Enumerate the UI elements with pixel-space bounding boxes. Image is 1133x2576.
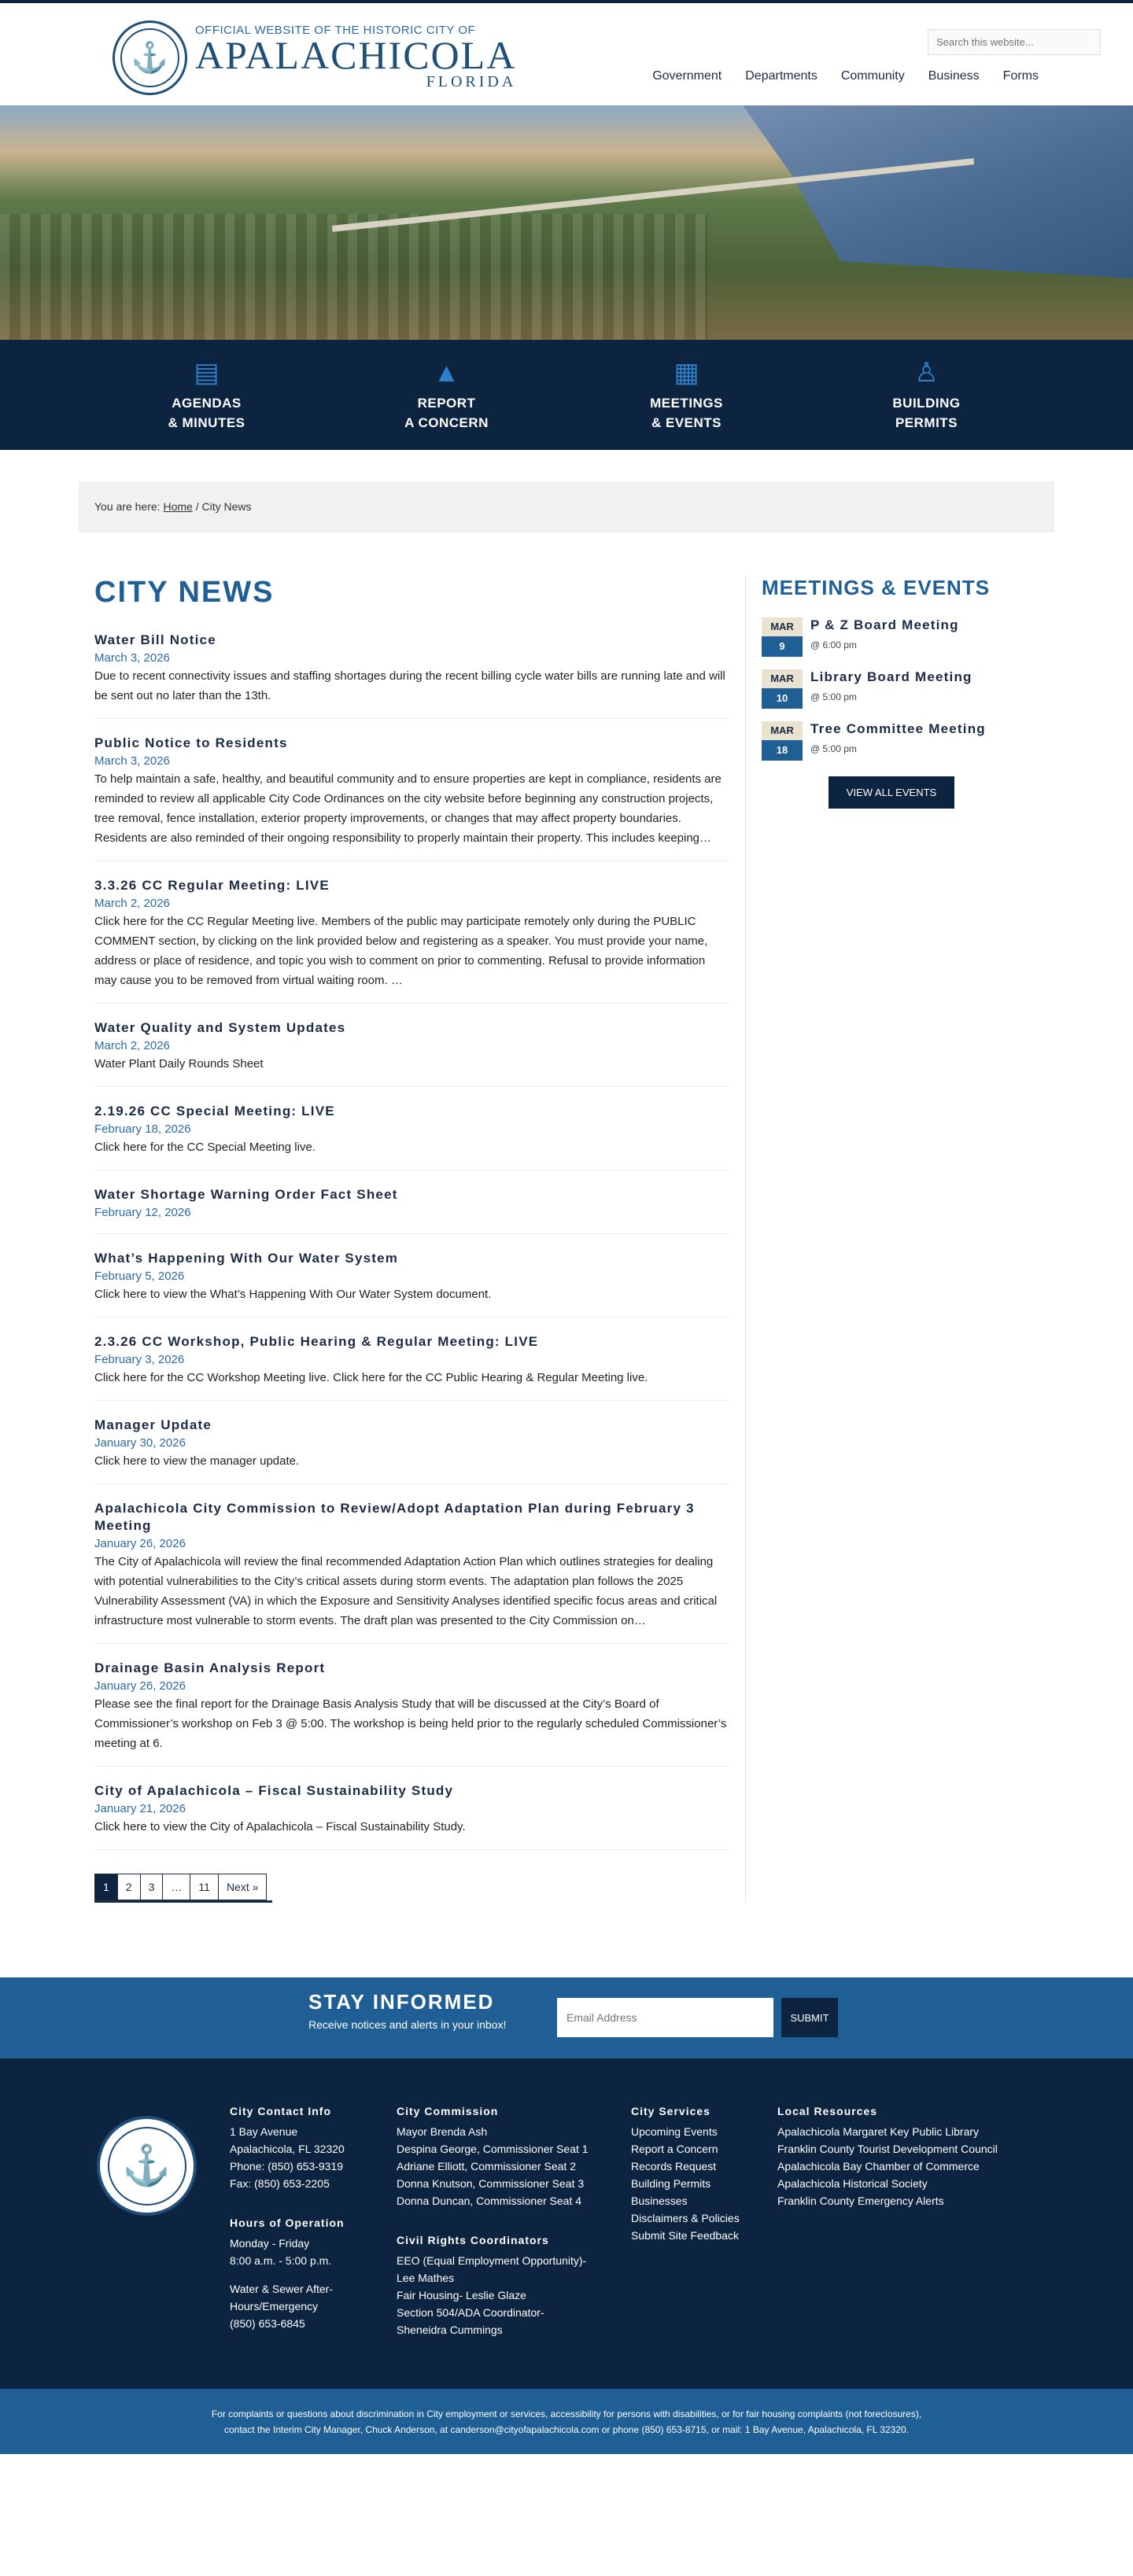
event-date-badge bbox=[762, 721, 803, 761]
breadcrumb-home[interactable]: Home bbox=[163, 500, 193, 513]
events-title-b: & EVENTS bbox=[881, 576, 991, 599]
event-time: @ 5:00 pm bbox=[810, 691, 857, 702]
news-post-date: January 26, 2026 bbox=[94, 1679, 186, 1693]
footer-line: Phone: (850) 653-9319 bbox=[230, 2160, 343, 2172]
footer-line: 1 Bay Avenue bbox=[230, 2125, 298, 2138]
anchor-icon: ⚓ bbox=[108, 2127, 186, 2206]
footer-line: Mayor Brenda Ash bbox=[397, 2125, 488, 2138]
news-post-title[interactable]: 2.19.26 CC Special Meeting: LIVE bbox=[94, 1104, 335, 1118]
event-date-badge bbox=[762, 617, 803, 657]
footer-services bbox=[631, 2102, 740, 2244]
event-month: MAR bbox=[762, 669, 803, 688]
quicklink-line1: MEETINGS bbox=[650, 396, 723, 411]
footer-line: Despina George, Commissioner Seat 1 bbox=[397, 2143, 589, 2155]
quick-links bbox=[0, 340, 1133, 450]
footer-link[interactable]: Apalachicola Margaret Key Public Library bbox=[777, 2125, 980, 2138]
footer-link[interactable]: Franklin County Emergency Alerts bbox=[777, 2195, 944, 2207]
footer-link[interactable]: Report a Concern bbox=[631, 2143, 718, 2155]
event-day: 18 bbox=[762, 740, 803, 761]
news-post bbox=[94, 1782, 729, 1850]
footer-contact bbox=[230, 2102, 345, 2332]
breadcrumb-sep: / bbox=[192, 500, 202, 513]
footer-line: Hours/Emergency bbox=[230, 2300, 319, 2313]
news-post-date: February 5, 2026 bbox=[94, 1270, 185, 1283]
anchor-icon: ⚓ bbox=[120, 28, 179, 87]
page-title-b: NEWS bbox=[178, 576, 275, 609]
quicklink-meetings[interactable] bbox=[566, 340, 806, 450]
nav-departments[interactable]: Departments bbox=[745, 69, 817, 83]
news-post-title[interactable]: Water Quality and System Updates bbox=[94, 1020, 346, 1035]
news-post-excerpt: Due to recent connectivity issues and staffing shortages during the recent billing cycle water bills are running late and will be sent out no later than the 13th. bbox=[94, 669, 725, 702]
event-time: @ 6:00 pm bbox=[810, 639, 857, 650]
quicklink-line2: A CONCERN bbox=[404, 415, 489, 430]
news-post-date: February 3, 2026 bbox=[94, 1353, 185, 1366]
warning-icon: ▲ bbox=[433, 358, 460, 388]
nav-community[interactable]: Community bbox=[840, 69, 905, 83]
quicklink-line2: & EVENTS bbox=[651, 415, 722, 430]
footer-line: Sheneidra Cummings bbox=[397, 2324, 503, 2336]
news-post-date: February 12, 2026 bbox=[94, 1206, 191, 1219]
event-item bbox=[762, 669, 1039, 709]
logo-line3: FLORIDA bbox=[426, 73, 517, 90]
notice-line1: For complaints or questions about discrimination in City employment or services, accessibility for persons with disabilities, or for fair housing complaints (not foreclosures), bbox=[211, 2408, 922, 2419]
site-header bbox=[0, 3, 1133, 105]
news-post-date: January 30, 2026 bbox=[94, 1436, 186, 1450]
news-post-excerpt: Click here to view the City of Apalachicola – Fiscal Sustainability Study. bbox=[94, 1820, 466, 1833]
page-3[interactable]: 3 bbox=[140, 1874, 164, 1900]
event-date-badge bbox=[762, 669, 803, 709]
news-post-date: March 2, 2026 bbox=[94, 897, 170, 910]
news-post-date: January 26, 2026 bbox=[94, 1537, 186, 1550]
footer-link[interactable]: Apalachicola Bay Chamber of Commerce bbox=[777, 2160, 980, 2172]
logo-line1: OFFICIAL WEBSITE OF THE HISTORIC CITY OF bbox=[195, 24, 476, 37]
footer-line: Fair Housing- Leslie Glaze bbox=[397, 2289, 526, 2301]
newsletter-subtitle: Receive notices and alerts in your inbox! bbox=[308, 2018, 507, 2031]
news-post-excerpt: To help maintain a safe, healthy, and beautiful community and to ensure properties are kept in compliance, residents are reminded to review all applicable City Code Ordinances on the city website before beginning any construction projects, tree removal, fence installation, exterior property improvements, or changes that may affect property boundaries. Residents are also reminded of their ongoing responsibility to properly maintain their property. This includes keeping… bbox=[94, 772, 722, 845]
news-post-excerpt: Click here for the CC Regular Meeting live. Members of the public may participate remotely only during the PUBLIC COMMENT section, by clicking on the link provided below and registering as a speaker. You must provide your name, address or place of residence, and topic you wish to comment on prior to commenting. Refusal to provide information may cause you to be removed from virtual waiting room. … bbox=[94, 915, 708, 987]
breadcrumb bbox=[79, 481, 1054, 533]
news-post-date: February 18, 2026 bbox=[94, 1122, 191, 1136]
hero-town bbox=[0, 214, 708, 340]
news-post-excerpt: Water Plant Daily Rounds Sheet bbox=[94, 1057, 264, 1071]
pagination bbox=[94, 1874, 272, 1903]
footer-commission bbox=[397, 2102, 589, 2338]
news-post-excerpt: Click here to view the manager update. bbox=[94, 1454, 300, 1468]
footer-resources-title: Local Resources bbox=[777, 2105, 878, 2117]
page-title bbox=[94, 576, 729, 610]
footer-city-seal bbox=[97, 2116, 197, 2216]
footer-line: Donna Knutson, Commissioner Seat 3 bbox=[397, 2177, 585, 2190]
newsletter-title: STAY INFORMED bbox=[308, 1990, 495, 2014]
footer-line: Water & Sewer After- bbox=[230, 2283, 333, 2295]
footer-commission-title: City Commission bbox=[397, 2105, 499, 2117]
nav-government[interactable]: Government bbox=[652, 69, 722, 83]
footer-line: Adriane Elliott, Commissioner Seat 2 bbox=[397, 2160, 576, 2172]
quicklink-line1: BUILDING bbox=[892, 396, 961, 411]
calendar-icon: ▦ bbox=[674, 358, 699, 388]
events-list bbox=[762, 617, 1039, 761]
main-nav bbox=[652, 69, 1039, 83]
nav-forms[interactable]: Forms bbox=[1002, 69, 1039, 83]
news-post-title[interactable]: Apalachicola City Commission to Review/Adopt Adaptation Plan during February 3 Meeting bbox=[94, 1501, 695, 1533]
footer-line: (850) 653-6845 bbox=[230, 2317, 305, 2330]
quicklink-line1: AGENDAS bbox=[172, 396, 242, 411]
hero-water bbox=[645, 105, 1133, 278]
event-day: 9 bbox=[762, 636, 803, 657]
page-title-a: CITY bbox=[94, 576, 179, 609]
news-post bbox=[94, 1186, 729, 1234]
page-2[interactable]: 2 bbox=[117, 1874, 141, 1900]
news-post-title[interactable]: What’s Happening With Our Water System bbox=[94, 1251, 399, 1266]
footer-link[interactable]: Submit Site Feedback bbox=[631, 2229, 739, 2242]
news-post bbox=[94, 1417, 729, 1484]
footer-resources bbox=[777, 2102, 998, 2209]
news-post bbox=[94, 735, 729, 861]
footer-link[interactable]: Franklin County Tourist Development Council bbox=[777, 2143, 998, 2155]
news-post bbox=[94, 1250, 729, 1317]
search-input[interactable] bbox=[928, 29, 1101, 55]
quicklink-permits[interactable] bbox=[806, 340, 1046, 450]
news-post bbox=[94, 1333, 729, 1401]
quicklink-report[interactable] bbox=[327, 340, 566, 450]
event-title[interactable]: P & Z Board Meeting bbox=[810, 617, 959, 632]
footer-line: 8:00 a.m. - 5:00 p.m. bbox=[230, 2254, 332, 2267]
quicklink-line1: REPORT bbox=[417, 396, 476, 411]
event-item bbox=[762, 721, 1039, 761]
events-title bbox=[762, 576, 1039, 600]
submit-button[interactable]: SUBMIT bbox=[781, 1998, 838, 2037]
footer-hours-title: Hours of Operation bbox=[230, 2217, 345, 2229]
footer-link[interactable]: Upcoming Events bbox=[631, 2125, 718, 2138]
footer-line: Apalachicola, FL 32320 bbox=[230, 2143, 345, 2155]
news-post-excerpt: Click here to view the What’s Happening With Our Water System document. bbox=[94, 1288, 492, 1301]
footer-line: Donna Duncan, Commissioner Seat 4 bbox=[397, 2195, 582, 2207]
footer-line: Lee Mathes bbox=[397, 2272, 455, 2284]
footer-link[interactable]: Disclaimers & Policies bbox=[631, 2212, 740, 2224]
logo-line2: APALACHICOLA bbox=[195, 33, 517, 77]
events-title-a: MEETINGS bbox=[762, 576, 882, 599]
site-logo-text[interactable] bbox=[195, 24, 516, 91]
email-field[interactable] bbox=[557, 1998, 773, 2037]
news-post bbox=[94, 1660, 729, 1767]
news-post-excerpt: Please see the final report for the Drainage Basis Analysis Study that will be discussed at the City’s Board of Commissioner’s workshop on Feb 3 @ 5:00. The workshop is being held prior to the regularly scheduled Commissioner’s meeting at 6. bbox=[94, 1697, 727, 1750]
news-list bbox=[94, 632, 729, 1850]
footer-link[interactable]: Apalachicola Historical Society bbox=[777, 2177, 928, 2190]
footer-line: Fax: (850) 653-2205 bbox=[230, 2177, 330, 2190]
event-month: MAR bbox=[762, 721, 803, 740]
news-post bbox=[94, 877, 729, 1004]
news-post-excerpt: Click here for the CC Special Meeting live. bbox=[94, 1141, 316, 1154]
news-post-title[interactable]: Manager Update bbox=[94, 1417, 212, 1432]
news-post bbox=[94, 1500, 729, 1644]
permit-icon: ♙ bbox=[914, 358, 939, 388]
newsletter-signup bbox=[0, 1977, 1133, 2058]
news-post bbox=[94, 1103, 729, 1170]
footer-contact-title: City Contact Info bbox=[230, 2105, 331, 2117]
news-post-date: March 3, 2026 bbox=[94, 754, 170, 768]
news-post-title[interactable]: 3.3.26 CC Regular Meeting: LIVE bbox=[94, 878, 330, 893]
main-content bbox=[79, 533, 1054, 1903]
event-time: @ 5:00 pm bbox=[810, 743, 857, 754]
event-day: 10 bbox=[762, 688, 803, 709]
news-post-date: March 2, 2026 bbox=[94, 1039, 170, 1052]
page-next[interactable]: Next » bbox=[218, 1874, 267, 1900]
news-post-title[interactable]: Water Shortage Warning Order Fact Sheet bbox=[94, 1187, 398, 1202]
news-post-title[interactable]: 2.3.26 CC Workshop, Public Hearing & Regular Meeting: LIVE bbox=[94, 1334, 539, 1349]
quicklink-line2: PERMITS bbox=[895, 415, 958, 430]
footer-line: Section 504/ADA Coordinator- bbox=[397, 2306, 544, 2319]
event-title[interactable]: Library Board Meeting bbox=[810, 669, 972, 684]
events-sidebar bbox=[746, 576, 1039, 1903]
news-post-excerpt: Click here for the CC Workshop Meeting live. Click here for the CC Public Hearing & Regular Meeting live. bbox=[94, 1371, 648, 1384]
news-post-title[interactable]: Water Bill Notice bbox=[94, 632, 216, 647]
document-icon: ▤ bbox=[194, 358, 220, 388]
news-post-title[interactable]: Drainage Basin Analysis Report bbox=[94, 1660, 326, 1675]
quicklink-agendas[interactable] bbox=[87, 340, 327, 450]
event-month: MAR bbox=[762, 617, 803, 636]
city-seal-logo[interactable] bbox=[113, 20, 187, 95]
footer-line: Monday - Friday bbox=[230, 2237, 310, 2250]
breadcrumb-current: City News bbox=[201, 500, 252, 513]
news-post bbox=[94, 1019, 729, 1087]
footer-link[interactable]: Businesses bbox=[631, 2195, 688, 2207]
footer-services-title: City Services bbox=[631, 2105, 710, 2117]
nondiscrimination-notice bbox=[0, 2389, 1133, 2454]
footer-line: EEO (Equal Employment Opportunity)- bbox=[397, 2254, 587, 2267]
event-title[interactable]: Tree Committee Meeting bbox=[810, 721, 986, 736]
hero-aerial-photo bbox=[0, 105, 1133, 340]
event-item bbox=[762, 617, 1039, 657]
view-all-events-button[interactable]: VIEW ALL EVENTS bbox=[829, 776, 954, 809]
page-11[interactable]: 11 bbox=[190, 1874, 219, 1900]
footer-civil-title: Civil Rights Coordinators bbox=[397, 2234, 549, 2246]
site-footer bbox=[0, 2058, 1133, 2389]
news-post-date: January 21, 2026 bbox=[94, 1802, 186, 1815]
breadcrumb-prefix: You are here: bbox=[94, 500, 164, 513]
news-post-excerpt: The City of Apalachicola will review the final recommended Adaptation Action Plan which outlines strategies for dealing with potential vulnerabilities to the City’s critical assets during storm events. The adaptation plan follows the 2025 Vulnerability Assessment (VA) in which the Exposure and Sensitivity Analyses identified specific focus areas and critical infrastructure most vulnerable to storm events. The draft plan was presented to the City Commission on… bbox=[94, 1555, 718, 1627]
news-column bbox=[79, 576, 746, 1903]
footer-link[interactable]: Building Permits bbox=[631, 2177, 711, 2190]
page-ellipsis: … bbox=[162, 1874, 190, 1900]
news-post-title[interactable]: City of Apalachicola – Fiscal Sustainability Study bbox=[94, 1783, 454, 1798]
page-1[interactable]: 1 bbox=[94, 1874, 118, 1900]
news-post-date: March 3, 2026 bbox=[94, 651, 170, 665]
news-post-title[interactable]: Public Notice to Residents bbox=[94, 735, 288, 750]
nav-business[interactable]: Business bbox=[928, 69, 980, 83]
news-post bbox=[94, 632, 729, 719]
quicklink-line2: & MINUTES bbox=[168, 415, 245, 430]
footer-link[interactable]: Records Request bbox=[631, 2160, 717, 2172]
notice-line2: contact the Interim City Manager, Chuck Anderson, at canderson@cityofapalachicola.com or phone (850) 653-8715, or mail: 1 Bay Avenue, Apalachicola, FL 32320. bbox=[223, 2424, 910, 2435]
